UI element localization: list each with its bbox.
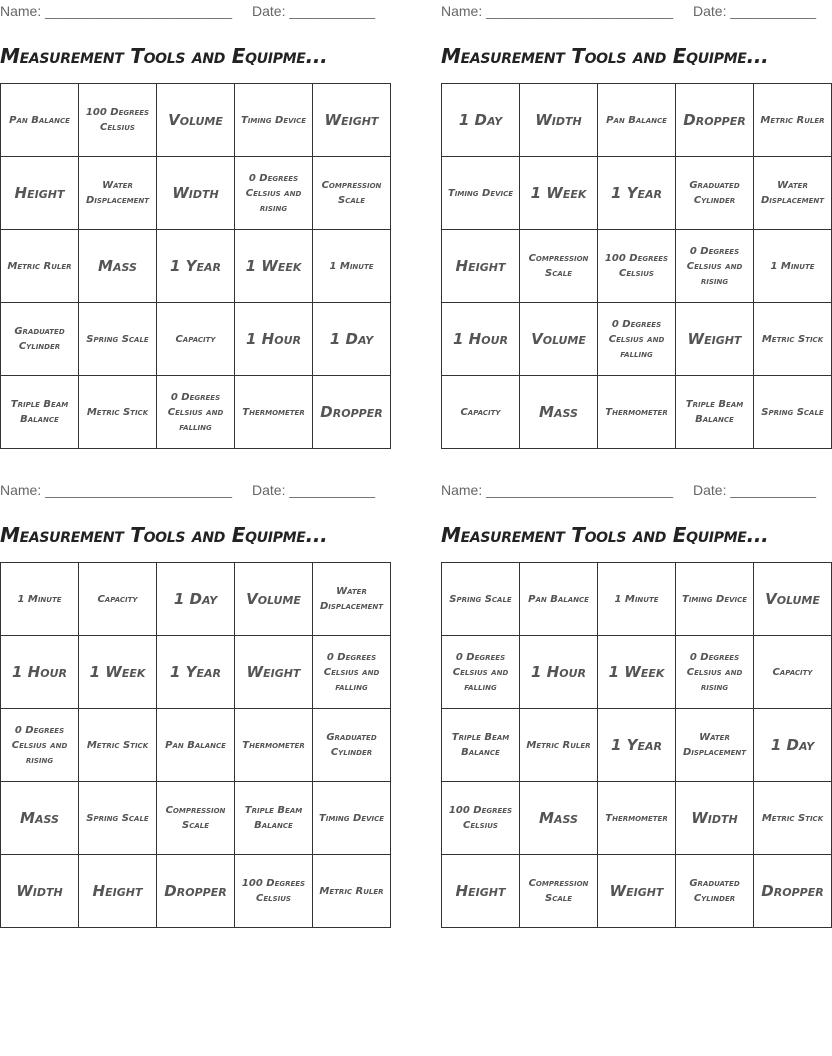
bingo-cell: 0 Degrees Celsius and falling (157, 376, 235, 449)
bingo-cell: Timing Device (676, 563, 754, 636)
bingo-cell: 1 Day (157, 563, 235, 636)
bingo-cell: Volume (157, 84, 235, 157)
name-line: Name: ________________________ (441, 3, 673, 19)
card-title: Measurement Tools and Equipme... (0, 523, 328, 547)
bingo-cell: Volume (754, 563, 832, 636)
bingo-grid (0, 562, 391, 928)
bingo-cell: 100 Degrees Celsius (442, 782, 520, 855)
bingo-cell: Metric Stick (754, 782, 832, 855)
grid-row (1, 84, 391, 157)
bingo-cell: Weight (313, 84, 391, 157)
bingo-cell: Pan Balance (598, 84, 676, 157)
bingo-cell: Graduated Cylinder (1, 303, 79, 376)
bingo-cell: Triple Beam Balance (442, 709, 520, 782)
date-line: Date: ___________ (252, 3, 375, 19)
bingo-cell: Pan Balance (157, 709, 235, 782)
date-line: Date: ___________ (693, 3, 816, 19)
bingo-cell: 0 Degrees Celsius and rising (676, 636, 754, 709)
grid-row (442, 855, 832, 928)
grid-row (442, 84, 832, 157)
name-date-header (0, 479, 375, 501)
bingo-cell: Compression Scale (520, 855, 598, 928)
bingo-cell: 1 Day (313, 303, 391, 376)
bingo-cell: Weight (676, 303, 754, 376)
bingo-cell: 0 Degrees Celsius and falling (313, 636, 391, 709)
bingo-cell: 1 Week (79, 636, 157, 709)
bingo-cell: 1 Minute (754, 230, 832, 303)
bingo-cell: 1 Hour (442, 303, 520, 376)
bingo-grid (0, 83, 391, 449)
bingo-cell: Dropper (676, 84, 754, 157)
bingo-cell: Spring Scale (79, 782, 157, 855)
bingo-cell: Metric Stick (79, 376, 157, 449)
bingo-cell: Thermometer (235, 709, 313, 782)
date-line: Date: ___________ (252, 482, 375, 498)
bingo-cell: 100 Degrees Celsius (598, 230, 676, 303)
bingo-cell: 1 Week (598, 636, 676, 709)
bingo-cell: Water Displacement (676, 709, 754, 782)
name-date-header (441, 479, 816, 501)
bingo-grid (441, 83, 832, 449)
bingo-grid (441, 562, 832, 928)
bingo-cell: Triple Beam Balance (676, 376, 754, 449)
bingo-cell: Timing Device (442, 157, 520, 230)
bingo-cell: Volume (520, 303, 598, 376)
grid-row (1, 376, 391, 449)
name-line: Name: ________________________ (0, 482, 232, 498)
bingo-cell: Pan Balance (520, 563, 598, 636)
bingo-cell: Capacity (754, 636, 832, 709)
grid-row (442, 376, 832, 449)
name-line: Name: ________________________ (0, 3, 232, 19)
grid-row (1, 782, 391, 855)
card-title: Measurement Tools and Equipme... (0, 44, 328, 68)
grid-row (442, 303, 832, 376)
bingo-cell: Graduated Cylinder (313, 709, 391, 782)
bingo-cell: Timing Device (313, 782, 391, 855)
bingo-cell: 1 Year (598, 157, 676, 230)
bingo-cell: 1 Week (520, 157, 598, 230)
bingo-cell: 0 Degrees Celsius and rising (676, 230, 754, 303)
bingo-cell: 1 Hour (1, 636, 79, 709)
bingo-cell: Mass (520, 782, 598, 855)
bingo-cell: 1 Day (442, 84, 520, 157)
bingo-cell: Height (442, 230, 520, 303)
bingo-cell: Thermometer (598, 782, 676, 855)
bingo-cell: Metric Ruler (520, 709, 598, 782)
bingo-cell: 1 Day (754, 709, 832, 782)
bingo-cell: 1 Minute (598, 563, 676, 636)
bingo-cell: Height (442, 855, 520, 928)
bingo-cell: Thermometer (235, 376, 313, 449)
bingo-cell: Metric Ruler (313, 855, 391, 928)
date-line: Date: ___________ (693, 482, 816, 498)
name-line: Name: ________________________ (441, 482, 673, 498)
bingo-cell: Capacity (79, 563, 157, 636)
bingo-cell: Mass (520, 376, 598, 449)
bingo-cell: Height (79, 855, 157, 928)
card-title: Measurement Tools and Equipme... (441, 523, 769, 547)
name-date-header (0, 0, 375, 22)
grid-row (1, 157, 391, 230)
bingo-cell: Spring Scale (79, 303, 157, 376)
bingo-cell: Width (520, 84, 598, 157)
bingo-cell: Capacity (157, 303, 235, 376)
grid-row (442, 157, 832, 230)
bingo-cell: 1 Year (157, 230, 235, 303)
bingo-cell: Mass (79, 230, 157, 303)
bingo-cell: Pan Balance (1, 84, 79, 157)
grid-row (442, 563, 832, 636)
bingo-cell: Water Displacement (79, 157, 157, 230)
bingo-cell: Metric Ruler (1, 230, 79, 303)
bingo-cell: 0 Degrees Celsius and falling (442, 636, 520, 709)
grid-row (1, 563, 391, 636)
bingo-cell: Weight (598, 855, 676, 928)
card-title: Measurement Tools and Equipme... (441, 44, 769, 68)
bingo-cell: Metric Stick (754, 303, 832, 376)
grid-row (1, 709, 391, 782)
bingo-cell: Timing Device (235, 84, 313, 157)
bingo-cell: Thermometer (598, 376, 676, 449)
bingo-cell: 1 Year (157, 636, 235, 709)
bingo-cell: Volume (235, 563, 313, 636)
bingo-cell: 1 Minute (313, 230, 391, 303)
bingo-cell: 0 Degrees Celsius and rising (1, 709, 79, 782)
grid-row (1, 636, 391, 709)
bingo-cell: Water Displacement (313, 563, 391, 636)
bingo-cell: 0 Degrees Celsius and falling (598, 303, 676, 376)
grid-row (1, 230, 391, 303)
bingo-cell: Compression Scale (520, 230, 598, 303)
bingo-cell: Triple Beam Balance (235, 782, 313, 855)
bingo-cell: Width (676, 782, 754, 855)
bingo-cell: Height (1, 157, 79, 230)
grid-row (442, 230, 832, 303)
grid-row (1, 855, 391, 928)
bingo-cell: Dropper (313, 376, 391, 449)
bingo-cell: Dropper (157, 855, 235, 928)
name-date-header (441, 0, 816, 22)
bingo-cell: 1 Week (235, 230, 313, 303)
bingo-cell: Weight (235, 636, 313, 709)
bingo-cell: Water Displacement (754, 157, 832, 230)
grid-row (442, 636, 832, 709)
bingo-cell: 100 Degrees Celsius (235, 855, 313, 928)
bingo-cell: 1 Hour (235, 303, 313, 376)
bingo-cell: 1 Minute (1, 563, 79, 636)
bingo-cell: 1 Hour (520, 636, 598, 709)
grid-row (442, 709, 832, 782)
bingo-cell: Mass (1, 782, 79, 855)
grid-row (1, 303, 391, 376)
bingo-cell: 100 Degrees Celsius (79, 84, 157, 157)
bingo-cell: Dropper (754, 855, 832, 928)
bingo-cell: Width (1, 855, 79, 928)
grid-row (442, 782, 832, 855)
bingo-cell: Capacity (442, 376, 520, 449)
bingo-cell: Spring Scale (754, 376, 832, 449)
bingo-cell: Metric Stick (79, 709, 157, 782)
bingo-cell: Compression Scale (313, 157, 391, 230)
bingo-cell: Width (157, 157, 235, 230)
bingo-cell: 1 Year (598, 709, 676, 782)
bingo-cell: Compression Scale (157, 782, 235, 855)
bingo-cell: Graduated Cylinder (676, 855, 754, 928)
bingo-cell: Graduated Cylinder (676, 157, 754, 230)
bingo-cell: Spring Scale (442, 563, 520, 636)
bingo-cell: 0 Degrees Celsius and rising (235, 157, 313, 230)
bingo-cell: Metric Ruler (754, 84, 832, 157)
bingo-cell: Triple Beam Balance (1, 376, 79, 449)
